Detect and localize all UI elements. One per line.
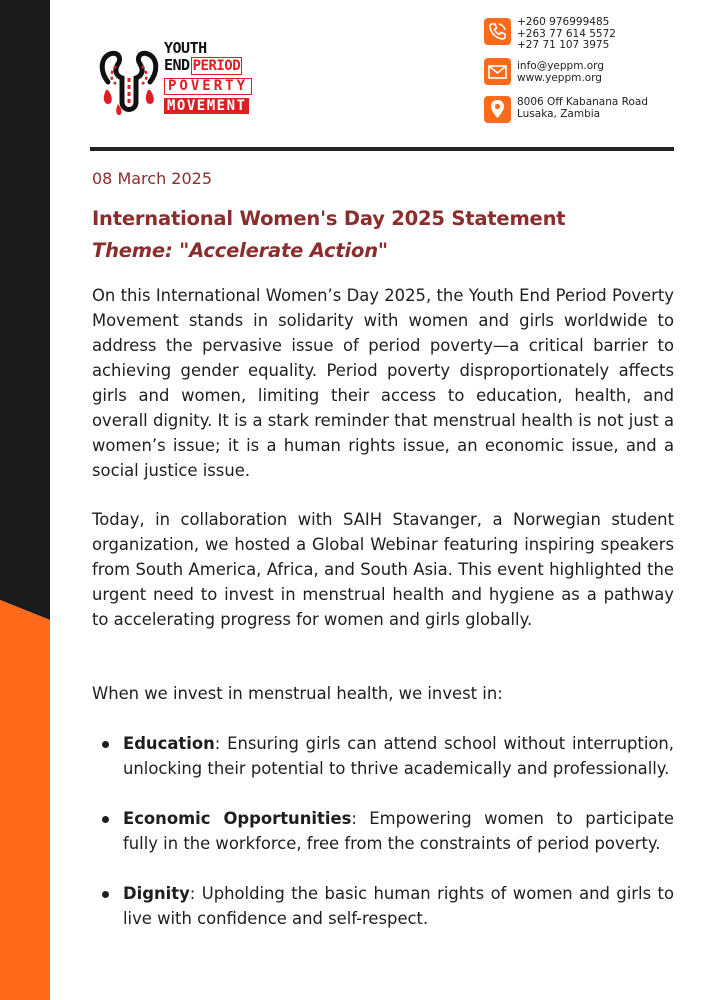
bullet-term: Education	[123, 734, 215, 753]
logo-word-end: END	[164, 56, 190, 74]
bullet-dot	[102, 816, 109, 823]
phone-icon	[484, 18, 511, 45]
list-item-education	[92, 731, 674, 781]
logo-line-movement: MOVEMENT	[164, 98, 249, 114]
list-item-economic-opportunities	[92, 806, 674, 856]
paragraph-webinar: Today, in collaboration with SAIH Stavanger, a Norwegian student organization, we hosted a Global Webinar featuring inspiring speakers from South America, Africa, and South Asia. This event highlighted the urgent need to invest in menstrual health and hygiene as a pathway to accelerating progress for women and girls globally.	[92, 510, 674, 629]
postal-address	[517, 97, 648, 120]
organization-logo	[96, 34, 271, 122]
phone-numbers	[517, 17, 616, 52]
bullet-text: : Upholding the basic human rights of women and girls to live with confidence and self-respect.	[123, 884, 674, 928]
phone-number-zimbabwe[interactable]: +263 77 614 5572	[517, 27, 616, 40]
statement-date: 08 March 2025	[92, 169, 213, 188]
list-item-dignity	[92, 881, 674, 931]
address-line-2: Lusaka, Zambia	[517, 107, 601, 120]
phone-number-zambia[interactable]: +260 976999485	[517, 16, 610, 28]
investment-benefits-list	[92, 731, 674, 956]
email-and-website	[517, 61, 604, 84]
bullet-dot	[102, 741, 109, 748]
paragraph-invest-intro: When we invest in menstrual health, we invest in:	[92, 684, 503, 703]
address-line-1: 8006 Off Kabanana Road	[517, 96, 648, 108]
paragraph-solidarity: On this International Women’s Day 2025, the Youth End Period Poverty Movement stands in solidarity with women and girls worldwide to address the pervasive issue of period poverty—a critical barrier to achieving gender equality. Period poverty disproportionately affects girls and women, limiting their access to education, health, and overall dignity. It is a stark reminder that menstrual health is not just a women’s issue; it is a human rights issue, an economic issue, and a social justice issue.	[92, 286, 674, 480]
logo-line-youth: YOUTH	[164, 39, 207, 57]
bullet-dot	[102, 891, 109, 898]
uterus-logo-icon	[96, 42, 162, 124]
bullet-term: Economic Opportunities	[123, 809, 352, 828]
bullet-text: : Empowering women to participate fully in the workforce, free from the constraints of period poverty.	[123, 809, 674, 853]
website-link[interactable]: www.yeppm.org	[517, 71, 602, 84]
bullet-term: Dignity	[123, 884, 190, 903]
logo-line-end-period	[164, 57, 252, 75]
header-divider	[90, 147, 674, 151]
logo-wordmark	[164, 40, 252, 114]
logo-line-poverty: POVERTY	[164, 78, 252, 95]
bullet-text: : Ensuring girls can attend school without interruption, unlocking their potential to thrive academically and professionally.	[123, 734, 674, 778]
side-color-band	[0, 0, 50, 1000]
statement-theme: Theme: "Accelerate Action"	[92, 239, 388, 262]
location-pin-icon	[484, 96, 511, 123]
email-address[interactable]: info@yeppm.org	[517, 60, 604, 72]
phone-number-south-africa[interactable]: +27 71 107 3975	[517, 39, 610, 51]
logo-word-period: PERIOD	[192, 58, 241, 74]
statement-title: International Women's Day 2025 Statement	[92, 207, 566, 230]
mail-icon	[484, 58, 511, 85]
